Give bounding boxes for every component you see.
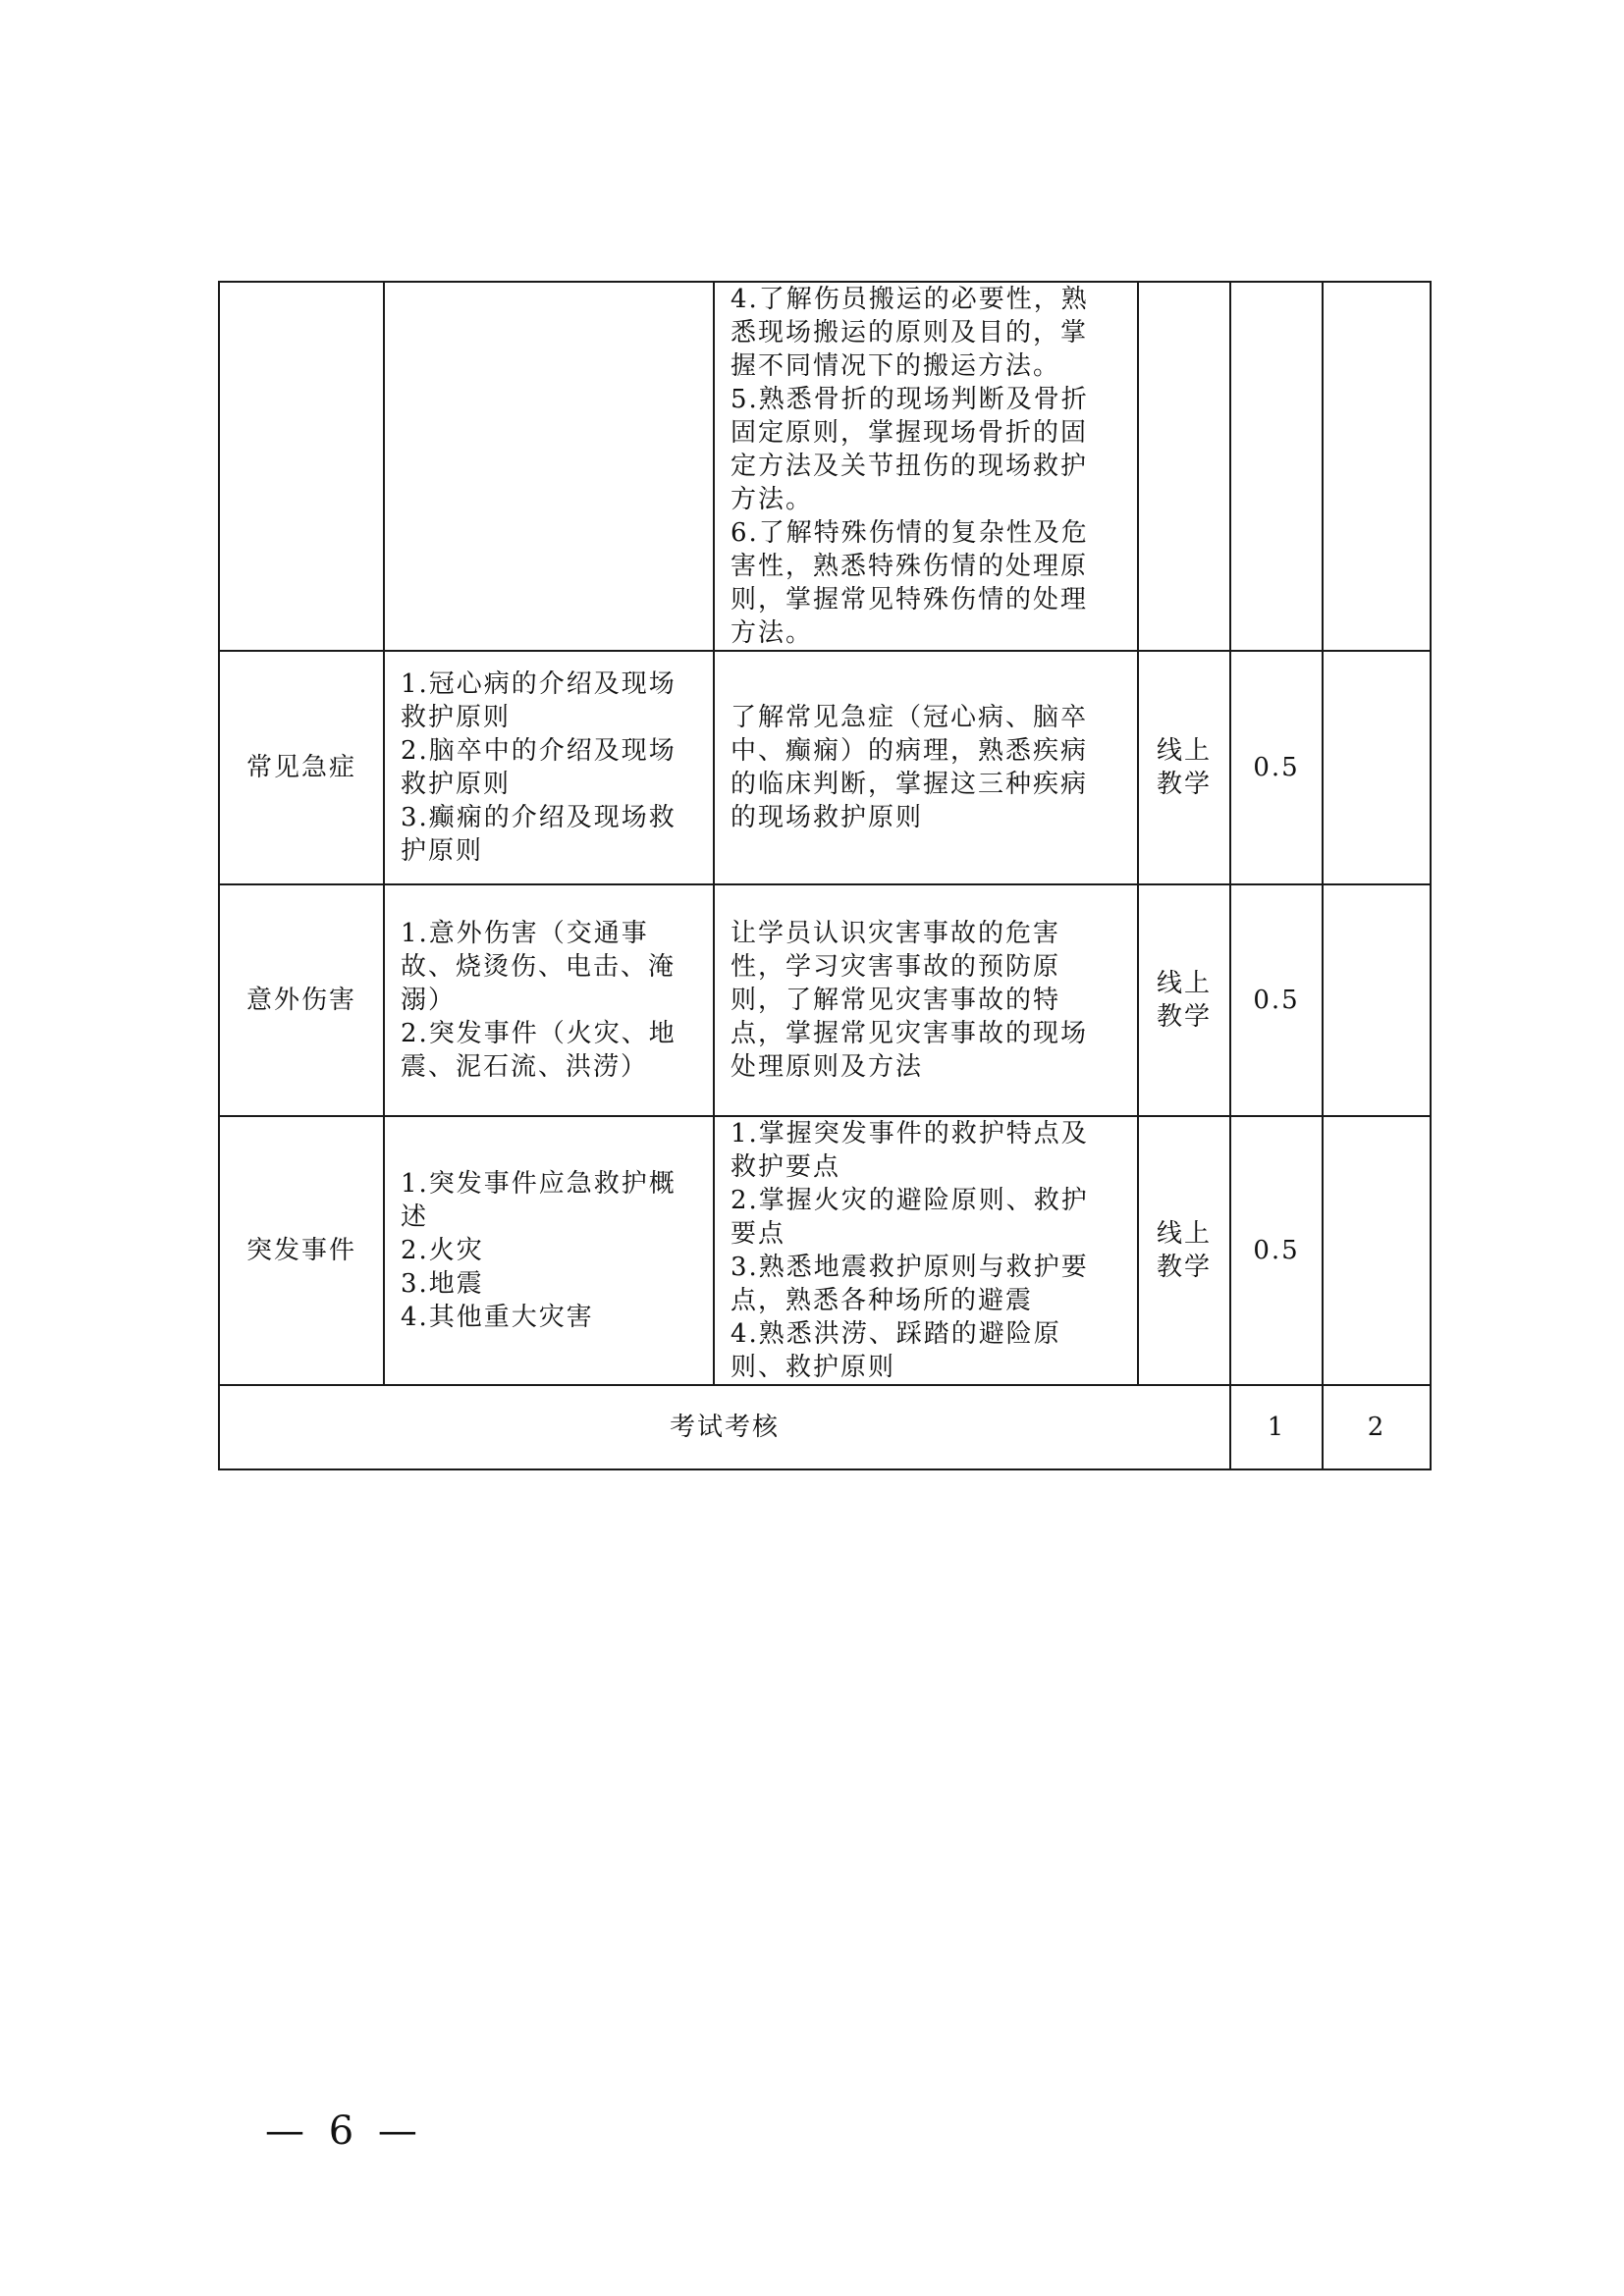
module-title: 突发事件: [219, 1116, 384, 1385]
objectives-cell: 了解常见急症（冠心病、脑卒 中、癫痫）的病理，熟悉疾病 的临床判断，掌握这三种疾病 的现场救护原则: [714, 651, 1138, 884]
method-cell: [1138, 282, 1230, 651]
table-row-exam: [219, 1385, 1431, 1469]
extra-cell: [1323, 282, 1431, 651]
table-row-continuation: [219, 282, 1431, 651]
module-title: 常见急症: [219, 651, 384, 884]
table-row: [219, 1116, 1431, 1385]
hours-cell: [1230, 282, 1323, 651]
content-cell: 1.冠心病的介绍及现场 救护原则 2.脑卒中的介绍及现场 救护原则 3.癫痫的介绍及现场救 护原则: [384, 651, 714, 884]
method-cell: 线上 教学: [1138, 884, 1230, 1116]
content-cell: [384, 282, 714, 651]
objectives-cell: 让学员认识灾害事故的危害 性，学习灾害事故的预防原 则，了解常见灾害事故的特 点，掌握常见灾害事故的现场 处理原则及方法: [714, 884, 1138, 1116]
method-cell: 线上 教学: [1138, 1116, 1230, 1385]
content-cell: 1.突发事件应急救护概 述 2.火灾 3.地震 4.其他重大灾害: [384, 1116, 714, 1385]
exam-hours: 1: [1230, 1385, 1323, 1469]
extra-cell: [1323, 651, 1431, 884]
objectives-cell: 4.了解伤员搬运的必要性，熟 悉现场搬运的原则及目的，掌 握不同情况下的搬运方法。 5.熟悉骨折的现场判断及骨折 固定原则，掌握现场骨折的固 定方法及关节扭伤的现场救护 方法。 6.了解特殊伤情的复杂性及危 害性，熟悉特殊伤情的处理原 则，掌握常见特殊伤情的处理 方法。: [714, 282, 1138, 651]
objectives-cell: 1.掌握突发事件的救护特点及 救护要点 2.掌握火灾的避险原则、救护 要点 3.熟悉地震救护原则与救护要 点，熟悉各种场所的避震 4.熟悉洪涝、踩踏的避险原 则、救护原则: [714, 1116, 1138, 1385]
table-row: [219, 884, 1431, 1116]
module-title: 意外伤害: [219, 884, 384, 1116]
exam-extra: 2: [1323, 1385, 1431, 1469]
method-cell: 线上 教学: [1138, 651, 1230, 884]
hours-cell: 0.5: [1230, 651, 1323, 884]
hours-cell: 0.5: [1230, 1116, 1323, 1385]
extra-cell: [1323, 1116, 1431, 1385]
extra-cell: [1323, 884, 1431, 1116]
course-table: [218, 281, 1432, 1470]
table-row: [219, 651, 1431, 884]
module-cell: [219, 282, 384, 651]
hours-cell: 0.5: [1230, 884, 1323, 1116]
page-number: — 6 —: [265, 2109, 423, 2154]
exam-label: 考试考核: [219, 1385, 1230, 1469]
content-cell: 1.意外伤害（交通事 故、烧烫伤、电击、淹 溺） 2.突发事件（火灾、地 震、泥石流、洪涝）: [384, 884, 714, 1116]
